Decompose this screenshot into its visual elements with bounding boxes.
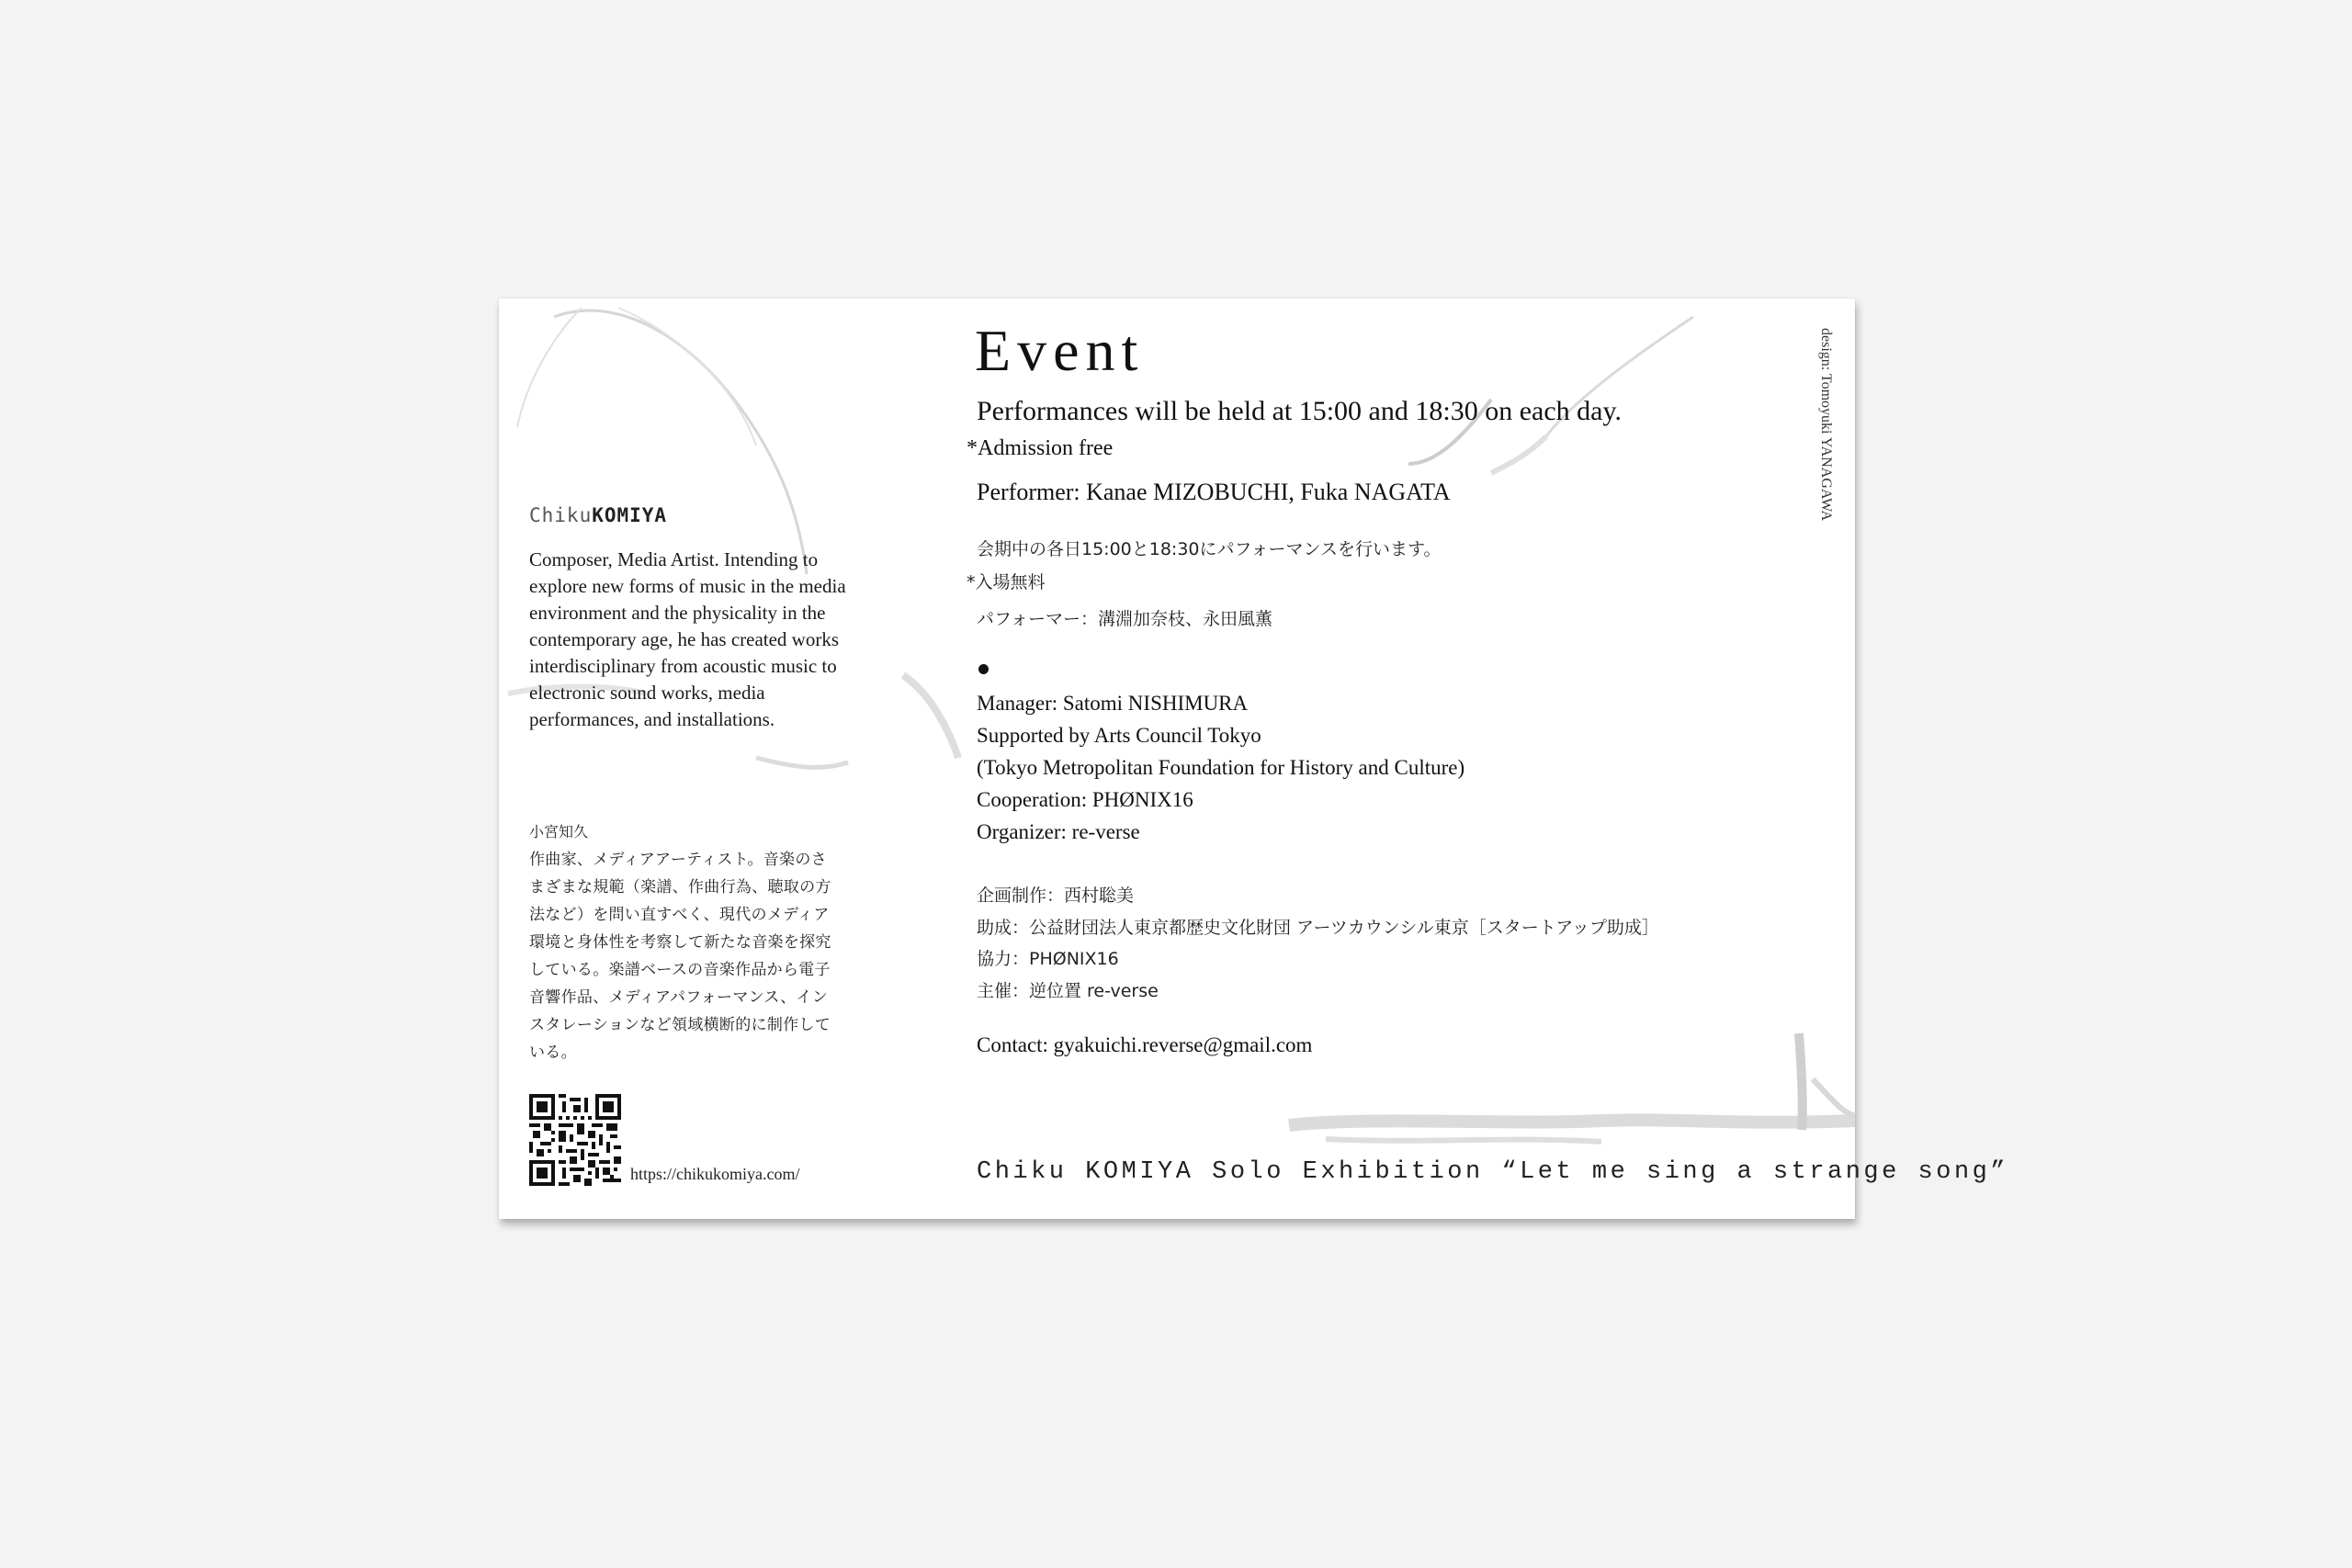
organizer-credit: Organizer: re-verse (977, 820, 1140, 843)
artist-name (529, 504, 667, 526)
performance-times-english: Performances will be held at 15:00 and 18:30 on each day. (977, 396, 1623, 426)
performance-times-japanese: 会期中の各日15:00と18:30にパフォーマンスを行います。 (977, 539, 1442, 559)
artist-bio-japanese: 作曲家、メディアアーティスト。音楽のさまざまな規範（楽譜、作曲行為、聴取の方法など）を問い直すべく、現代のメディア環境と身体性を考察して新たな音楽を探究している。楽譜ベースの音楽作品から電子音響作品、メディアパフォーマンス、インスタレーションなど領域横断的に制作している。 (529, 851, 831, 1062)
artist-last-name: KOMIYA (592, 504, 668, 526)
flyer-back (499, 299, 2009, 1219)
artist-bio-english: Composer, Media Artist. Intending to explore new forms of music in the media environment and the physicality in the contemporary age, he has created works interdisciplinary from acoustic music to electronic sound works, media performances, and installations. (529, 548, 846, 730)
admission-note-english: *Admission free (967, 436, 1114, 460)
performers-english: Performer: Kanae MIZOBUCHI, Fuka NAGATA (977, 479, 1451, 505)
support-credit: Supported by Arts Council Tokyo (977, 724, 1261, 747)
performers-japanese: パフォーマー：溝淵加奈枝、永田風薫 (977, 609, 1273, 629)
organizer-credit-ja: 主催：逆位置 re-verse (977, 980, 1159, 1001)
bullet-dot-icon (978, 664, 989, 674)
manager-credit: Manager: Satomi NISHIMURA (977, 692, 1249, 715)
cooperation-credit: Cooperation: PHØNIX16 (977, 788, 1193, 811)
exhibition-title: Chiku KOMIYA Solo Exhibition “Let me sing a strange song” (977, 1158, 2009, 1186)
grant-credit-ja: 助成：公益財団法人東京都歴史文化財団 アーツカウンシル東京［スタートアップ助成］ (977, 917, 1659, 938)
planning-credit-ja: 企画制作：西村聡美 (977, 886, 1135, 906)
credits-english (977, 687, 1464, 848)
artist-name-japanese: 小宮知久 (529, 823, 589, 840)
artist-first-name: Chiku (529, 504, 593, 526)
qr-code-icon[interactable] (529, 1094, 621, 1186)
design-credit: design: Tomoyuki YANAGAWA (1818, 328, 1834, 522)
contact-email[interactable]: Contact: gyakuichi.reverse@gmail.com (977, 1033, 1313, 1056)
website-link[interactable]: https://chikukomiya.com/ (630, 1165, 800, 1183)
credits-japanese (977, 880, 1659, 1007)
cooperation-credit-ja: 協力：PHØNIX16 (977, 949, 1119, 969)
event-heading: Event (975, 318, 1145, 383)
support-credit-detail: (Tokyo Metropolitan Foundation for History and Culture) (977, 756, 1465, 779)
admission-note-japanese: *入場無料 (967, 572, 1046, 592)
